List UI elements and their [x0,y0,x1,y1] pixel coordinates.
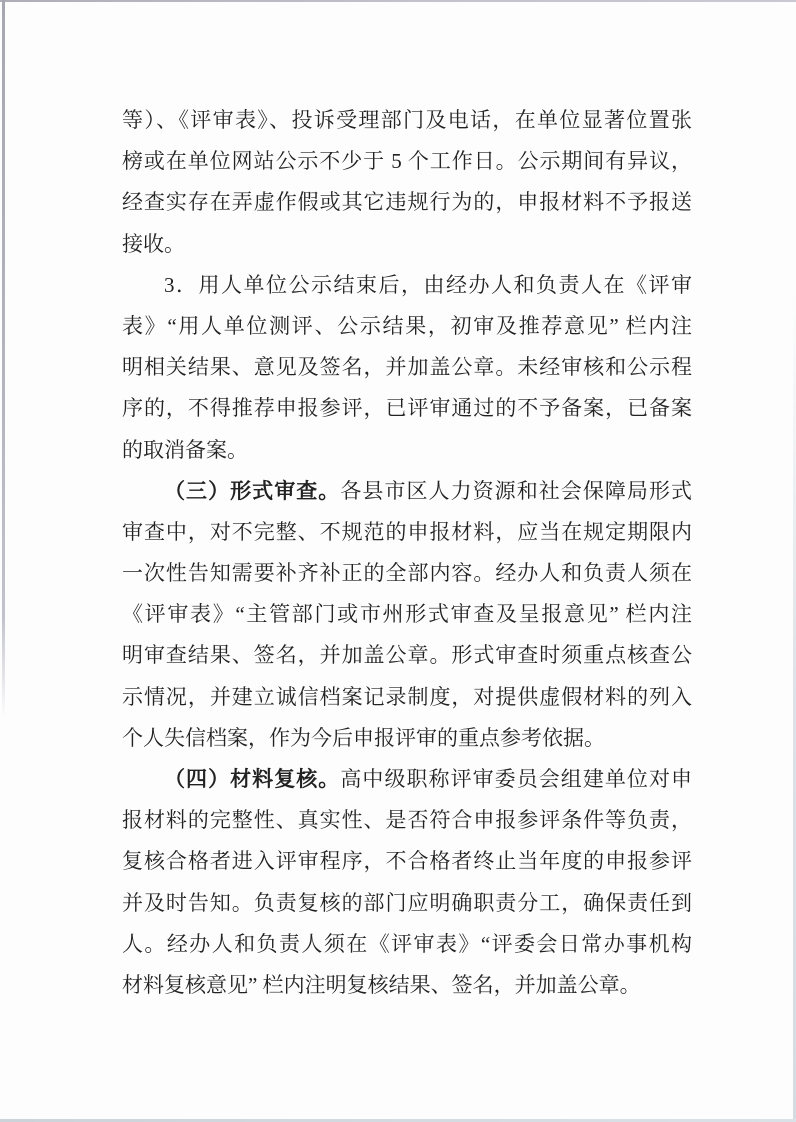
text-line [122,512,692,553]
text-segment: 人。经办人和负责人须在《评审表》“评委会日常办事机构 [122,931,692,956]
text-segment: 经查实存在弄虚作假或其它违规行为的，申报材料不予报送 [122,190,692,215]
text-line [122,471,692,512]
text-line [122,100,692,141]
text-line [122,141,692,182]
text-segment: 一次性告知需要补齐补正的全部内容。经办人和负责人须在 [122,561,692,586]
text-segment: 高中级职称评审委员会组建单位对申 [340,767,693,791]
text-line [122,388,692,429]
text-segment: 示情况，并建立诚信档案记录制度，对提供虚假材料的列入 [122,684,692,709]
text-segment: 明相关结果、意见及签名，并加盖公章。未经审核和公示程 [122,355,692,380]
text-segment: 榜或在单位网站公示不少于 5 个工作日。公示期间有异议， [122,149,692,174]
text-segment: 个人失信档案，作为今后申报评审的重点参考依据。 [122,725,605,750]
text-line [122,718,692,759]
scan-edge-top [0,0,796,2]
text-segment: 表》“用人单位测评、公示结果，初审及推荐意见” 栏内注 [122,313,692,338]
text-line [122,759,692,800]
text-line [122,924,692,965]
text-segment: 3．用人单位公示结束后，由经办人和负责人在《评审 [164,272,692,297]
text-segment: 审查中，对不完整、不规范的申报材料，应当在规定期限内 [122,519,692,544]
text-segment: 并及时告知。负责复核的部门应明确职责分工，确保责任到 [122,890,692,915]
text-line [122,347,692,388]
text-line [122,594,692,635]
text-line [122,677,692,718]
section-heading-segment: （三）形式审查。 [164,478,341,503]
text-segment: 等）、《评审表》、投诉受理部门及电话，在单位显著位置张 [122,108,692,132]
text-line [122,883,692,924]
text-line [122,635,692,676]
text-line [122,265,692,306]
text-segment: 各县市区人力资源和社会保障局形式 [340,478,693,503]
text-line [122,965,692,1006]
text-line [122,841,692,882]
text-line [122,306,692,347]
text-segment: 明审查结果、签名，并加盖公章。形式审查时须重点核查公 [122,643,692,668]
text-line [122,553,692,594]
text-segment: 接收。 [122,231,185,256]
text-line [122,800,692,841]
text-segment: 复核合格者进入评审程序，不合格者终止当年度的申报参评 [122,849,692,874]
text-segment: 报材料的完整性、真实性、是否符合申报参评条件等负责， [122,808,692,833]
section-heading-segment: （四）材料复核。 [164,767,341,791]
scan-edge-left [2,0,5,1122]
document-text-block [122,100,692,1006]
text-segment: 《评审表》“主管部门或市州形式审查及呈报意见” 栏内注 [122,602,692,627]
text-line [122,224,692,265]
text-segment: 材料复核意见” 栏内注明复核结果、签名，并加盖公章。 [122,972,641,997]
text-segment: 序的，不得推荐申报参评，已评审通过的不予备案，已备案 [122,396,692,421]
text-line [122,430,692,471]
text-segment: 的取消备案。 [122,437,248,462]
text-line [122,182,692,223]
